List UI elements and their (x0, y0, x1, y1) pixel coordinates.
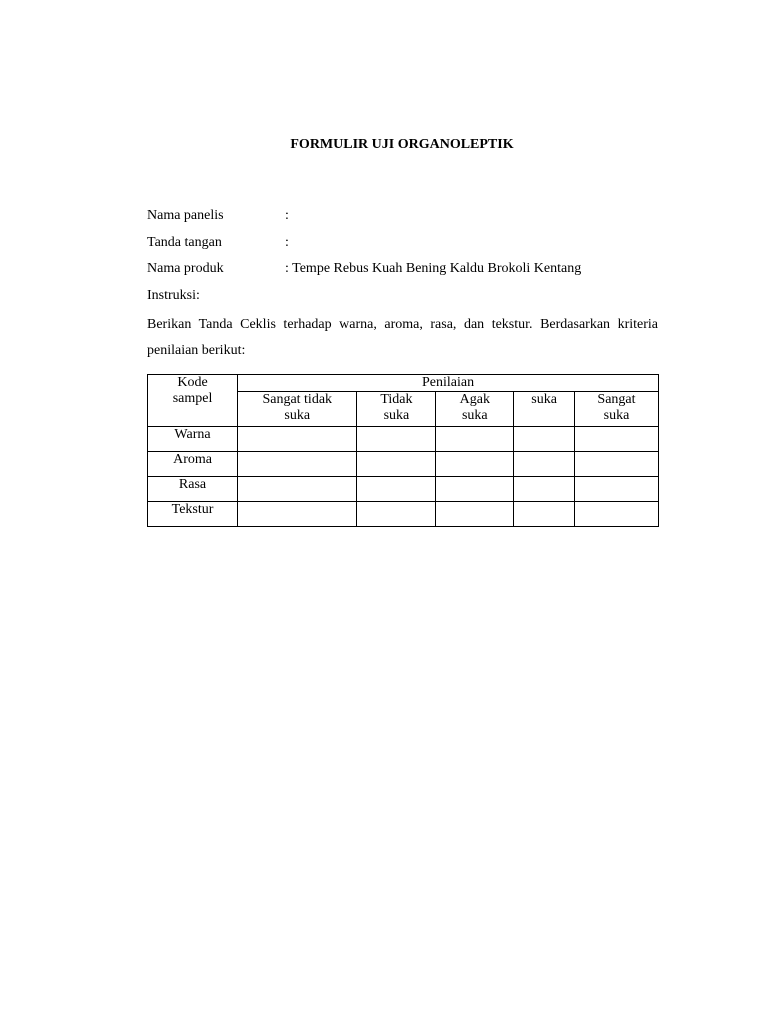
instruction-label: Instruksi: (147, 288, 200, 303)
table-row (148, 427, 659, 452)
kode-sampel-header: Kode sampel (148, 375, 238, 427)
rating-header: Sangat tidak suka (238, 392, 357, 427)
page-title: FORMULIR UJI ORGANOLEPTIK (290, 137, 514, 152)
rating-cell[interactable] (357, 452, 436, 477)
rating-header: Tidak suka (357, 392, 436, 427)
rating-cell[interactable] (357, 477, 436, 502)
rating-cell[interactable] (436, 502, 514, 527)
instruction-text: Berikan Tanda Ceklis terhadap warna, aroma, rasa, dan tekstur. Berdasarkan kriteria penilaian berikut: (147, 317, 658, 358)
rating-cell[interactable] (574, 427, 658, 452)
rating-header: Sangat suka (574, 392, 658, 427)
rating-cell[interactable] (574, 452, 658, 477)
field-value: : Tempe Rebus Kuah Bening Kaldu Brokoli Kentang (285, 261, 582, 276)
field-label: Nama produk (147, 261, 224, 276)
rating-cell[interactable] (436, 427, 514, 452)
rating-table (147, 374, 659, 527)
rating-cell[interactable] (436, 452, 514, 477)
criteria-label: Tekstur (148, 502, 238, 527)
rating-cell[interactable] (238, 477, 357, 502)
field-label: Tanda tangan (147, 235, 222, 250)
criteria-label: Rasa (148, 477, 238, 502)
field-value: : (285, 208, 289, 223)
criteria-label: Aroma (148, 452, 238, 477)
rating-cell[interactable] (574, 477, 658, 502)
table-row (148, 452, 659, 477)
rating-cell[interactable] (514, 452, 575, 477)
rating-cell[interactable] (514, 427, 575, 452)
rating-cell[interactable] (238, 502, 357, 527)
rating-cell[interactable] (357, 427, 436, 452)
rating-cell[interactable] (238, 427, 357, 452)
rating-cell[interactable] (436, 477, 514, 502)
rating-cell[interactable] (514, 502, 575, 527)
rating-cell[interactable] (357, 502, 436, 527)
table-row (148, 477, 659, 502)
rating-cell[interactable] (238, 452, 357, 477)
field-value: : (285, 235, 289, 250)
table-row (148, 502, 659, 527)
penilaian-header: Penilaian (238, 375, 659, 392)
rating-cell[interactable] (574, 502, 658, 527)
rating-header: suka (514, 392, 575, 427)
table-header-row (148, 375, 659, 392)
field-label: Nama panelis (147, 208, 224, 223)
rating-header: Agak suka (436, 392, 514, 427)
criteria-label: Warna (148, 427, 238, 452)
rating-cell[interactable] (514, 477, 575, 502)
